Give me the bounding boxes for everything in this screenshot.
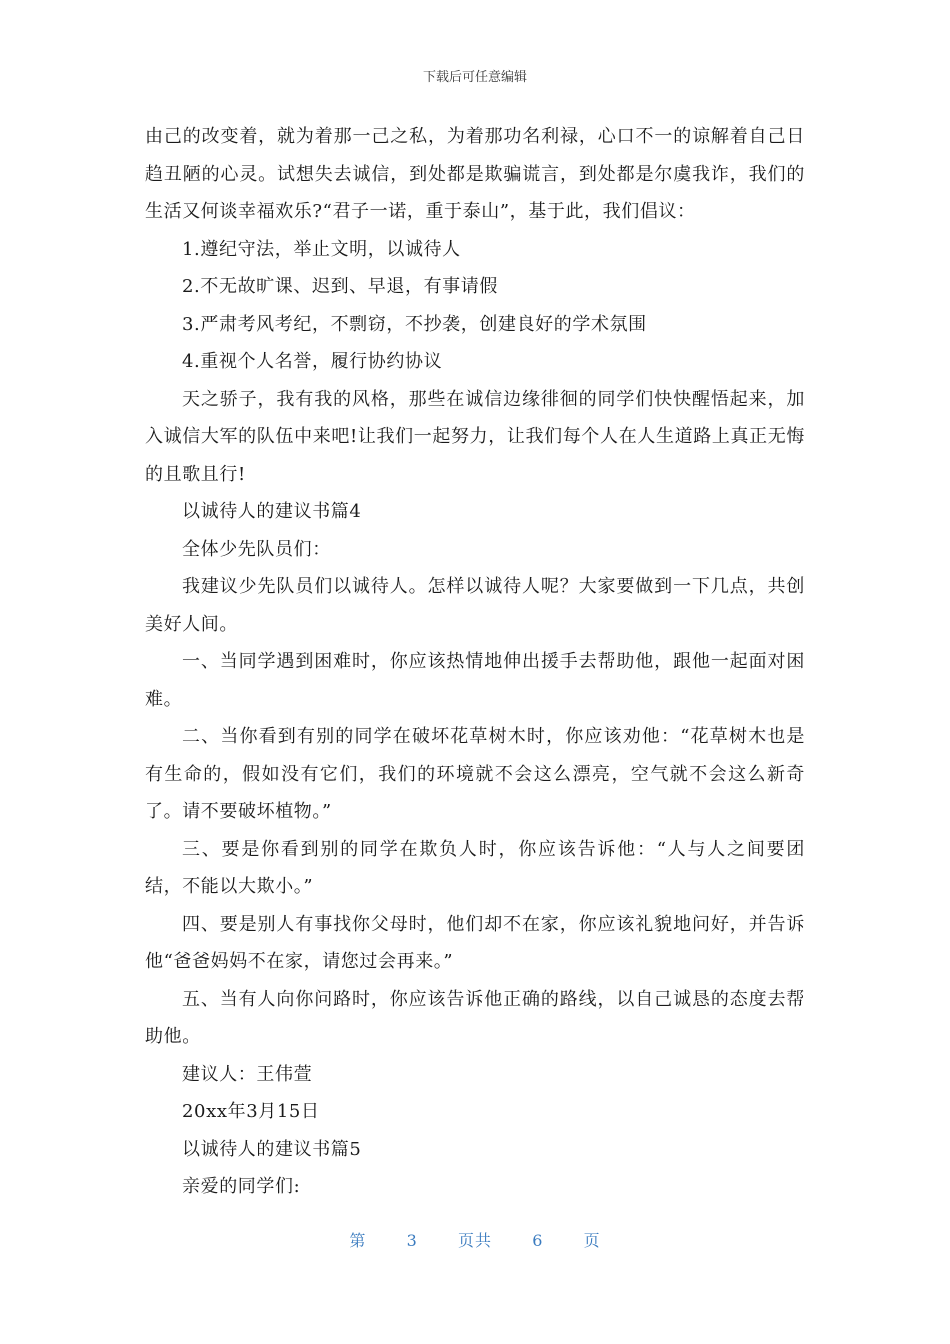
section-title: 以诚待人的建议书篇4 — [182, 501, 362, 522]
footer-suffix: 页 — [583, 1231, 601, 1250]
salutation: 全体少先队员们： — [182, 538, 331, 560]
paragraph: 二、当你看到有别的同学在破坏花草树木时，你应该劝他：“花草树木也是有生命的，假如没有它们，我们的环境就不会这么漂亮，空气就不会这么新奇了。请不要破坏植物。” — [145, 726, 805, 822]
footer-prefix: 第 — [349, 1231, 367, 1250]
paragraph: 2.不无故旷课、迟到、早退，有事请假 — [182, 276, 498, 297]
paragraph: 一、当同学遇到困难时，你应该热情地伸出援手去帮助他，跟他一起面对困难。 — [145, 651, 805, 710]
current-page-number: 3 — [406, 1231, 418, 1250]
date-line: 20xx年3月15日 — [182, 1101, 320, 1122]
paragraph: 五、当有人向你问路时，你应该告诉他正确的路线，以自己诚恳的态度去帮助他。 — [145, 988, 805, 1047]
paragraph: 四、要是别人有事找你父母时，他们却不在家，你应该礼貌地问好，并告诉他“爸爸妈妈不在家，请您过会再来。” — [145, 913, 805, 972]
document-body — [145, 118, 805, 1206]
section-title: 以诚待人的建议书篇5 — [182, 1138, 362, 1160]
page-footer — [0, 1228, 950, 1251]
signature-line: 建议人：王伟萱 — [182, 1063, 313, 1085]
paragraph: 4.重视个人名誉，履行协约协议 — [182, 351, 443, 372]
paragraph: 天之骄子，我有我的风格，那些在诚信边缘徘徊的同学们快快醒悟起来，加入诚信大军的队伍中来吧!让我们一起努力，让我们每个人在人生道路上真正无悔的且歌且行! — [145, 388, 805, 485]
paragraph: 由己的改变着，就为着那一己之私，为着那功名利禄，心口不一的谅解着自己日趋丑陋的心灵。试想失去诚信，到处都是欺骗谎言，到处都是尔虞我诈，我们的生活又何谈幸福欢乐?“君子一诺，重于泰山”，基于此，我们倡议： — [145, 126, 805, 222]
page-header: 下载后可任意编辑 — [422, 70, 527, 85]
paragraph: 1.遵纪守法，举止文明，以诚待人 — [182, 238, 461, 260]
paragraph: 我建议少先队员们以诚待人。怎样以诚待人呢？大家要做到一下几点，共创美好人间。 — [145, 576, 805, 635]
salutation: 亲爱的同学们: — [182, 1176, 301, 1197]
paragraph: 3.严肃考风考纪，不剽窃，不抄袭，创建良好的学术氛围 — [182, 313, 647, 335]
footer-middle: 页共 — [457, 1231, 492, 1250]
total-pages-number: 6 — [532, 1231, 544, 1250]
paragraph: 三、要是你看到别的同学在欺负人时，你应该告诉他：“人与人之间要团结，不能以大欺小。” — [145, 838, 805, 897]
